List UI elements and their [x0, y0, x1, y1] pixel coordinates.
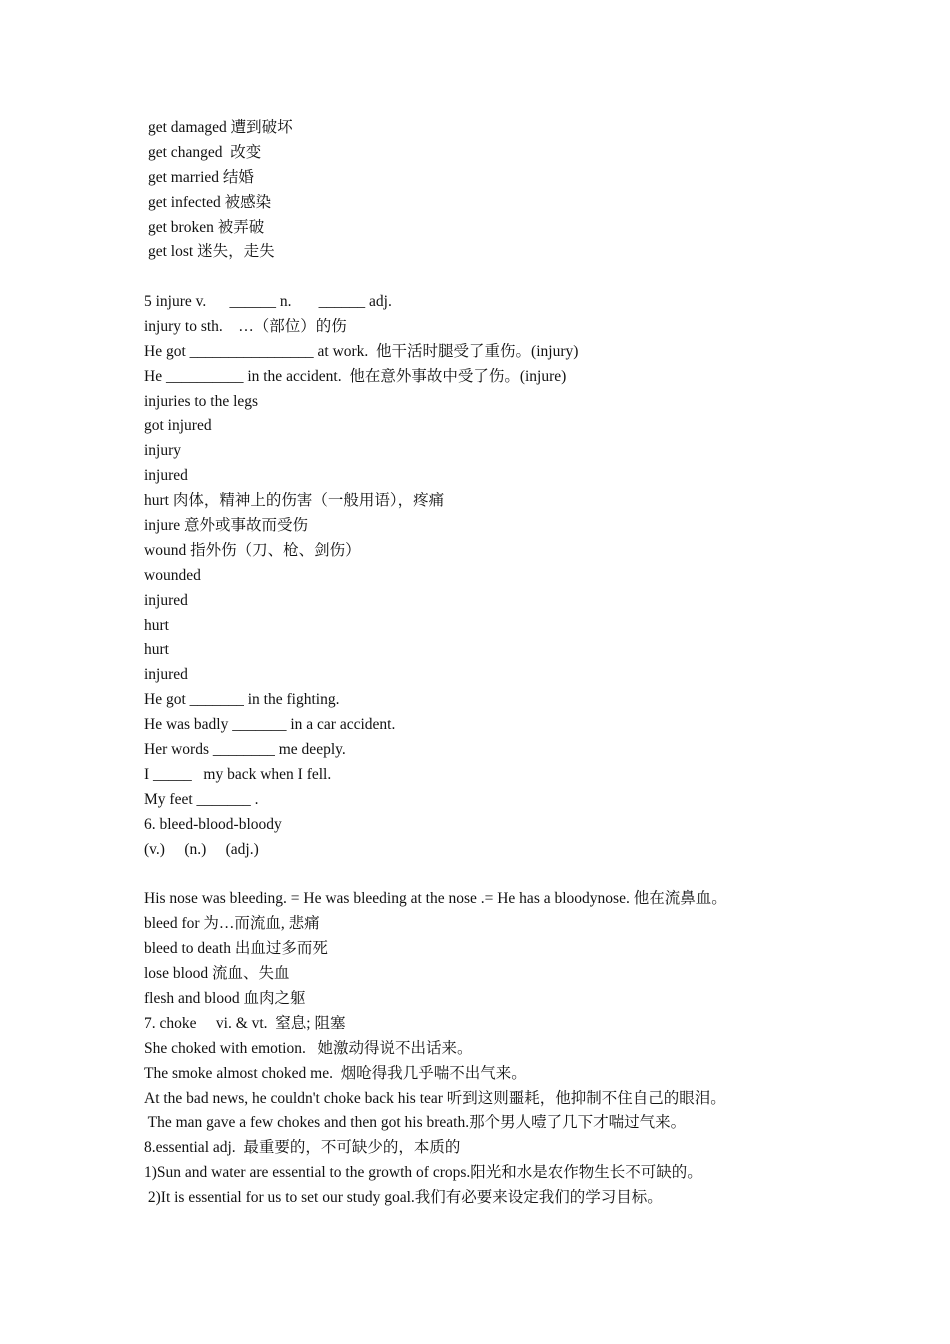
phrase-line: get damaged 遭到破坏	[148, 119, 293, 136]
text-line: lose blood 流血、失血	[144, 965, 290, 983]
blank-line	[144, 862, 904, 887]
text-line: wound 指外伤（刀、枪、剑伤）	[144, 541, 361, 559]
text-line: At the bad news, he couldn't choke back his tear 听到这则噩耗，他抑制不住自己的眼泪。	[144, 1089, 726, 1107]
text-line: Her words ________ me deeply.	[144, 741, 346, 759]
text-line: He got _______ in the fighting.	[144, 691, 340, 709]
text-line: He got ________________ at work. 他干活时腿受了重伤。(injury)	[144, 342, 579, 360]
text-line: (v.) (n.) (adj.)	[144, 840, 259, 858]
text-line: hurt 肉体，精神上的伤害（一般用语），疼痛	[144, 492, 445, 510]
text-line: injuries to the legs	[144, 392, 259, 410]
phrase-line: get changed 改变	[148, 143, 262, 161]
text-line: bleed to death 出血过多而死	[144, 940, 328, 958]
text-line: 5 injure v. ______ n. ______ adj.	[144, 293, 392, 310]
text-line: injured	[144, 591, 188, 609]
phrase-line: get married 结婚	[148, 168, 254, 186]
text-line: hurt	[144, 616, 169, 634]
text-line: 8.essential adj. 最重要的，不可缺少的，本质的	[144, 1139, 461, 1157]
text-line: got injured	[144, 417, 212, 435]
text-line: 1)Sun and water are essential to the growth of crops.阳光和水是农作物生长不可缺的。	[144, 1164, 703, 1182]
text-line: His nose was bleeding. = He was bleeding at the nose .= He has a bloodynose. 他在流鼻血。	[144, 890, 727, 908]
text-line: flesh and blood 血肉之躯	[144, 989, 306, 1007]
text-line: 2)It is essential for us to set our study goal.我们有必要来设定我们的学习目标。	[144, 1189, 663, 1207]
text-line: hurt	[144, 641, 169, 659]
get-phrases-list	[144, 116, 904, 265]
phrase-line: get infected 被感染	[148, 193, 272, 211]
text-line: wounded	[144, 566, 201, 584]
phrase-line: get broken 被弄破	[148, 218, 265, 236]
text-line: injured	[144, 666, 188, 684]
text-line: The smoke almost choked me. 烟呛得我几乎喘不出气来。	[144, 1064, 527, 1082]
text-line: She choked with emotion. 她激动得说不出话来。	[144, 1039, 473, 1057]
text-line: 7. choke vi. & vt. 窒息; 阻塞	[144, 1014, 346, 1032]
text-line: The man gave a few chokes and then got his breath.那个男人噎了几下才喘过气来。	[144, 1114, 687, 1132]
text-line: He was badly _______ in a car accident.	[144, 716, 396, 734]
phrase-line: get lost 迷失，走失	[148, 243, 275, 261]
text-line: injured	[144, 467, 188, 485]
text-line: I _____ my back when I fell.	[144, 765, 332, 783]
text-line: My feet _______ .	[144, 790, 259, 808]
text-line: injury to sth. …（部位）的伤	[144, 317, 347, 335]
text-line: injure 意外或事故而受伤	[144, 517, 309, 535]
text-line: 6. bleed-blood-bloody	[144, 815, 282, 833]
main-text	[144, 290, 904, 1211]
text-line: bleed for 为…而流血, 悲痛	[144, 915, 320, 933]
text-line: injury	[144, 442, 182, 460]
text-line: He __________ in the accident. 他在意外事故中受了伤。(injure)	[144, 367, 567, 385]
